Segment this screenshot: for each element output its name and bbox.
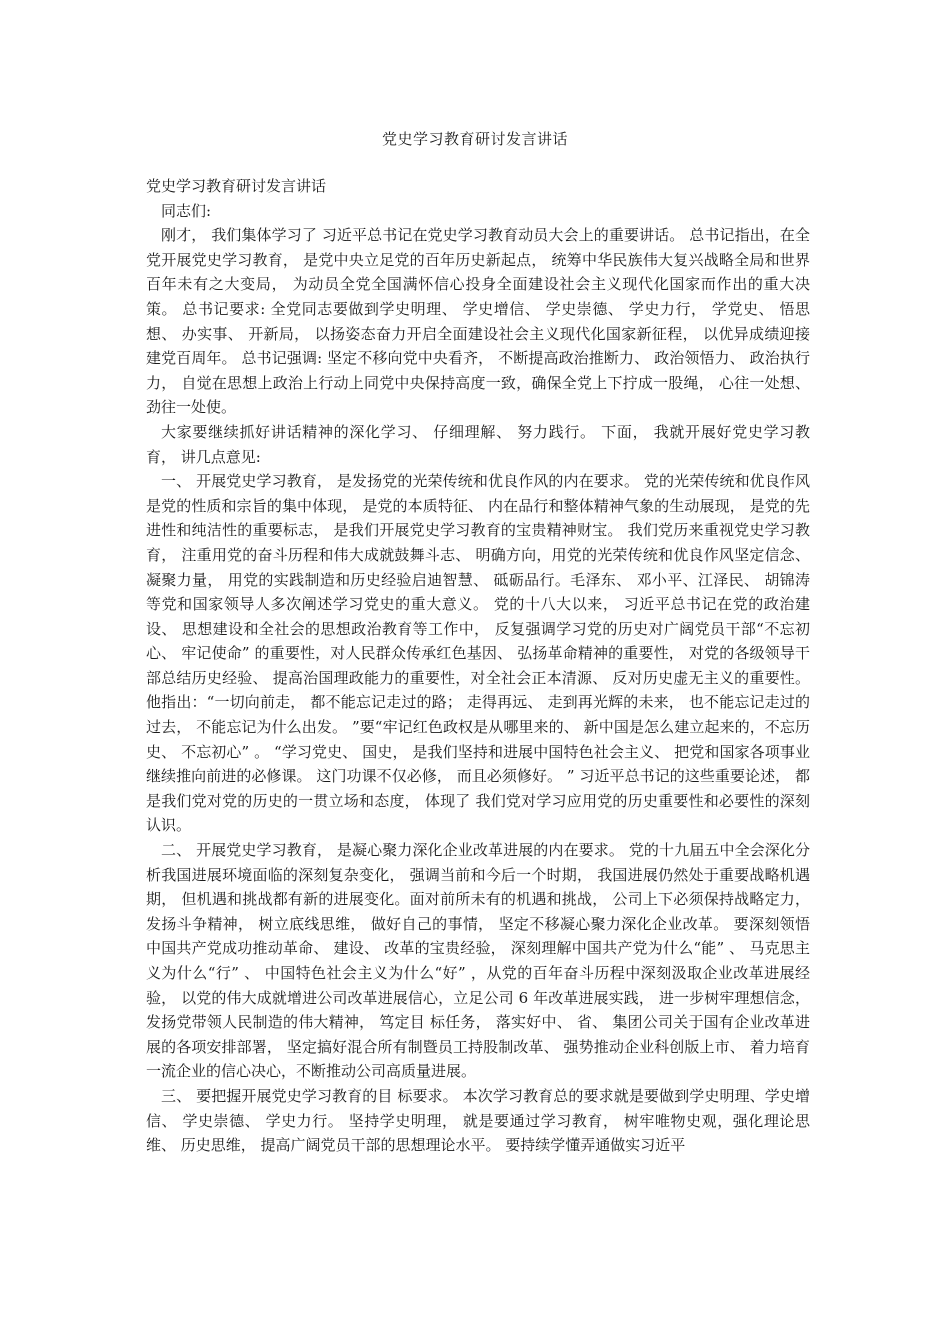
document-subtitle: 党史学习教育研讨发言讲话	[146, 177, 327, 195]
document-title: 党史学习教育研讨发言讲话	[381, 130, 568, 148]
paragraph-point-one: 一、 开展党史学习教育， 是发扬党的光荣传统和优良作风的内在要求。 党的光荣传统和优良作风是党的性质和宗旨的集中体现， 是党的本质特征、 内在品行和整体精神气象的生动展现， 是党的先进性和纯洁性的重要标志， 是我们开展党史学习教育的宝贵精神财宝。 我们党历来重视党史学习教育， 注重用党的奋斗历程和伟大成就鼓舞斗志、 明确方向，用党的光荣传统和优良作风坚定信念、 凝聚力量， 用党的实践制造和历史经验启迪智慧、 砥砺品行。毛泽东、 邓小平、江泽民、 胡锦涛等党和国家领导人多次阐述学习党史的重大意义。 党的十八大以来， 习近平总书记在党的政治建设、 思想建设和全社会的思想政治教育等工作中， 反复强调学习党的历史对广阔党员干部“不忘初心、 牢记使命” 的重要性，对人民群众传承红色基因、 弘扬革命精神的重要性， 对党的各级领导干部总结历史经验、 提高治国理政能力的重要性，对全社会正本清源、 反对历史虚无主义的重要性。 他指出：“一切向前走， 都不能忘记走过的路； 走得再远、 走到再光辉的未来， 也不能忘记走过的过去， 不能忘记为什么出发。 ”要“牢记红色政权是从哪里来的、 新中国是怎么建立起来的，不忘历史、 不忘初心” 。 “学习党史、 国史， 是我们坚持和进展中国特色社会主义、 把党和国家各项事业继续推向前进的必修课。 这门功课不仅必修， 而且必须修好。 ” 习近平总书记的这些重要论述， 都是我们党对党的历史的一贯立场和态度， 体现了 我们党对学习应用党的历史重要性和必要性的深刻认识。	[146, 472, 810, 835]
salutation: 同志们:	[161, 201, 212, 220]
paragraph-point-two: 二、 开展党史学习教育， 是凝心聚力深化企业改革进展的内在要求。 党的十九届五中全会深化分析我国进展环境面临的深刻复杂变化， 强调当前和今后一个时期， 我国进展仍然处于重要战略机遇期， 但机遇和挑战都有新的进展变化。面对前所未有的机遇和挑战， 公司上下必须保持战略定力，发扬斗争精神， 树立底线思维， 做好自己的事情， 坚定不移凝心聚力深化企业改革。 要深刻领悟中国共产党成功推动革命、 建设、 改革的宝贵经验， 深刻理解中国共产党为什么“能” 、 马克思主义为什么“行” 、 中国特色社会主义为什么“好” ，从党的百年奋斗历程中深刻汲取企业改革进展经验， 以党的伟大成就增进公司改革进展信心，立足公司 6 年改革进展实践， 进一步树牢理想信念， 发扬党带领人民制造的伟大精神， 笃定目 标任务， 落实好中、 省、 集团公司关于国有企业改革进展的各项安排部署， 坚定搞好混合所有制暨员工持股制改革、 强势推动企业科创版上市、 着力培育一流企业的信心决心，不断推动公司高质量进展。	[146, 841, 810, 1081]
paragraph-transition: 大家要继续抓好讲话精神的深化学习、 仔细理解、 努力践行。 下面， 我就开展好党史学习教育， 讲几点意见:	[146, 422, 810, 466]
document-body	[146, 174, 810, 1158]
paragraph-point-three: 三、 要把握开展党史学习教育的目 标要求。 本次学习教育总的要求就是要做到学史明理、学史增信、 学史崇德、 学史力行。 坚持学史明理， 就是要通过学习教育， 树牢唯物史观，强化理论思维、 历史思维， 提高广阔党员干部的思想理论水平。 要持续学懂弄通做实习近平	[146, 1086, 810, 1155]
paragraph-intro: 刚才， 我们集体学习了 习近平总书记在党史学习教育动员大会上的重要讲话。 总书记指出，在全党开展党史学习教育， 是党中央立足党的百年历史新起点， 统筹中华民族伟大复兴战略全局和世界百年未有之大变局， 为动员全党全国满怀信心投身全面建设社会主义现代化国家而作出的重大决策。 总书记要求: 全党同志要做到学史明理、 学史增信、 学史崇德、 学史力行， 学党史、 悟思想、 办实事、 开新局， 以扬姿态奋力开启全面建设社会主义现代化国家新征程， 以优异成绩迎接建党百周年。 总书记强调: 坚定不移向党中央看齐， 不断提高政治推断力、 政治领悟力、 政治执行力， 自觉在思想上政治上行动上同党中央保持高度一致，确保全党上下拧成一股绳， 心往一处想、 劲往一处使。	[146, 226, 810, 417]
